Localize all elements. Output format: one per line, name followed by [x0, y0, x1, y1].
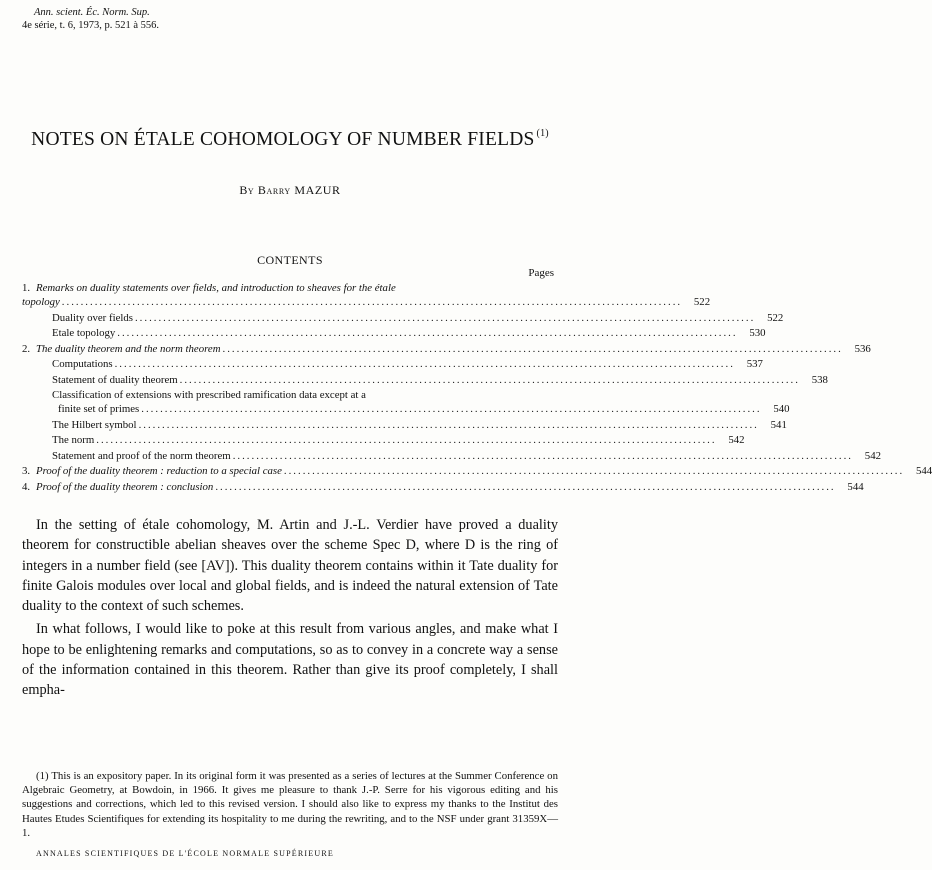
- toc-entry: [22, 433, 745, 449]
- toc-leader: ....................................................................................................................................: [114, 358, 735, 370]
- toc-leader: ....................................................................................................................................: [96, 434, 717, 446]
- paper-title-text: NOTES ON ÉTALE COHOMOLOGY OF NUMBER FIELDS: [31, 129, 535, 150]
- contents-heading: CONTENTS: [257, 253, 323, 267]
- toc-title: topology: [22, 296, 60, 308]
- toc-number: 2.: [22, 342, 31, 355]
- toc-page: 538: [811, 373, 828, 386]
- toc-title: Statement and proof of the norm theorem: [52, 449, 231, 462]
- toc-entry: [22, 311, 784, 327]
- footnote: [22, 769, 558, 840]
- title-footnote-mark: (1): [536, 128, 549, 139]
- footnote-text: This is an expository paper. In its original form it was presented as a series of lectures at the Summer Conference on Algebraic Geometry, at Bowdoin, in 1966. It gives me pleasure to thank J.-P. Serre for his vigorous editing and his suggestions and corrections, which led to this revised version. I should also like to express my thanks to the Institut des Hautes Etudes Scientifiques for extending its hospitality to me during the rewriting, and to the NSF under grant 31359X—1.: [22, 770, 558, 839]
- toc-title: Proof of the duality theorem : conclusion: [36, 480, 214, 493]
- toc-entry: [22, 388, 556, 402]
- toc-entry: [22, 295, 711, 311]
- pages-label: Pages: [528, 267, 554, 279]
- toc-page: 540: [773, 403, 790, 415]
- toc-page: 530: [749, 327, 766, 339]
- toc-page: 544: [847, 480, 864, 493]
- toc-page: 536: [854, 342, 871, 355]
- toc-leader: ....................................................................................................................................: [141, 403, 762, 415]
- toc-title: Statement of duality theorem: [52, 373, 178, 386]
- toc-leader: ....................................................................................................................................: [179, 373, 800, 386]
- toc-leader: ....................................................................................................................................: [215, 480, 836, 493]
- author-by: By: [239, 183, 255, 197]
- journal-name: Ann. scient. Éc. Norm. Sup.: [34, 7, 150, 18]
- toc-entry: [22, 373, 828, 389]
- toc-entry: [22, 326, 766, 342]
- toc-title: Duality over fields: [52, 311, 133, 324]
- toc-entry: [22, 357, 763, 373]
- footnote-mark: (1): [36, 770, 49, 782]
- toc-title: Proof of the duality theorem : reduction to a special case: [36, 465, 282, 477]
- toc-number: 3.: [22, 465, 31, 477]
- toc-number: 4.: [22, 480, 31, 493]
- toc-leader: ....................................................................................................................................: [222, 342, 843, 355]
- toc-title: Remarks on duality statements over fields, and introduction to sheaves for the étale: [36, 282, 396, 294]
- toc-page: 537: [746, 358, 763, 370]
- toc-leader: ....................................................................................................................................: [117, 327, 738, 339]
- footnote-paragraph: [22, 769, 558, 840]
- author-line: [0, 183, 580, 198]
- toc-leader: ....................................................................................................................................: [61, 296, 683, 308]
- body-paragraph-1: In the setting of étale cohomology, M. Artin and J.-L. Verdier have proved a duality theorem for constructible abelian sheaves over the scheme Spec D, where D is the ring of integers in a number field (see [AV]). This duality theorem contains within it Tate duality for finite Galois modules over local and global fields, and is indeed the natural extension of Tate duality to the context of such schemes.: [22, 517, 558, 615]
- toc-page: 542: [728, 434, 745, 446]
- paper-title: [0, 128, 580, 151]
- toc-leader: ....................................................................................................................................: [232, 449, 853, 462]
- toc-title: Computations: [52, 358, 113, 370]
- toc-entry: [22, 281, 556, 295]
- toc-title: The Hilbert symbol: [52, 418, 137, 431]
- toc-title: Classification of extensions with prescribed ramification data except at a: [52, 389, 366, 401]
- body-paragraph-2: In what follows, I would like to poke at this result from various angles, and make what I hope to be enlightening remarks and computations, so as to convey in a concrete way a sense of the information contained in this theorem. Rather than give its proof completely, I shall empha-: [22, 621, 558, 699]
- toc-leader: ....................................................................................................................................: [138, 418, 759, 431]
- toc-entry: [22, 480, 864, 496]
- toc-entry: [22, 342, 871, 358]
- toc-title: The norm: [52, 434, 95, 446]
- page-footer: ANNALES SCIENTIFIQUES DE L'ÉCOLE NORMALE SUPÉRIEURE: [36, 849, 334, 858]
- toc-title: The duality theorem and the norm theorem: [36, 342, 221, 355]
- toc-title: finite set of primes: [58, 403, 140, 415]
- author-last-name: MAZUR: [294, 183, 341, 197]
- table-of-contents: [22, 281, 932, 495]
- toc-leader: ....................................................................................................................................: [134, 311, 756, 324]
- toc-entry: [22, 449, 881, 465]
- toc-page: 542: [864, 449, 881, 462]
- toc-entry: [22, 464, 932, 480]
- toc-entry: [22, 402, 790, 418]
- toc-page: 522: [767, 311, 784, 324]
- toc-leader: ....................................................................................................................................: [283, 465, 905, 477]
- journal-header: [22, 6, 159, 32]
- author-first-name: Barry: [257, 183, 291, 197]
- toc-page: 544: [915, 465, 932, 477]
- journal-citation: 4e série, t. 6, 1973, p. 521 à 556.: [22, 20, 160, 31]
- toc-entry: [22, 418, 787, 434]
- toc-number: 1.: [22, 282, 31, 294]
- body-text: [22, 515, 558, 701]
- toc-page: 522: [693, 296, 711, 308]
- toc-title: Etale topology: [52, 327, 116, 339]
- toc-page: 541: [770, 418, 787, 431]
